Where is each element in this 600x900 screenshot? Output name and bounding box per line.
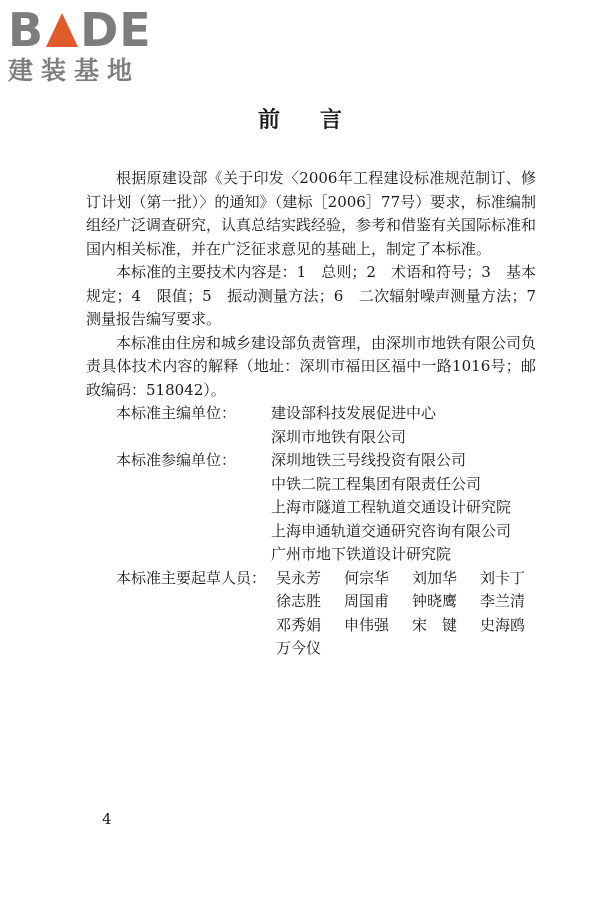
drafters-section — [86, 567, 536, 661]
paragraph-management: 本标准由住房和城乡建设部负责管理，由深圳市地铁有限公司负责具体技术内容的解释（地址：深圳市福田区福中一路1016号；邮政编码：518042）。 — [86, 333, 537, 399]
co-editor-org: 上海市隧道工程轨道交通设计研究院 — [271, 498, 512, 516]
drafter-name: 申伟强 — [344, 615, 390, 634]
drafter-name: 刘加华 — [412, 568, 458, 587]
drafter-name: 史海鸥 — [480, 615, 526, 634]
drafter-name: 周国甫 — [344, 592, 390, 610]
drafter-name: 李兰清 — [480, 592, 526, 610]
paragraph-background: 根据原建设部《关于印发〈2006年工程建设标准规范制订、修订计划（第一批）〉的通知》（建标［2006］77号）要求，标准编制组经广泛调查研究，认真总结实践经验，参考和借鉴有关国际标准和国内相关标准，并在广泛征求意见的基础上，制定了本标准。 — [86, 169, 537, 258]
chief-editor-label: 本标准主编单位： — [116, 404, 237, 422]
bade-logo — [8, 3, 178, 86]
co-editor-org: 上海申通轨道交通研究咨询有限公司 — [271, 521, 512, 540]
drafter-name: 何宗华 — [344, 568, 390, 587]
co-editor-org: 深圳地铁三号线投资有限公司 — [271, 451, 467, 469]
drafter-name: 万今仪 — [276, 639, 322, 657]
co-editor-label: 本标准参编单位： — [116, 451, 237, 469]
drafter-name: 吴永芳 — [276, 568, 322, 587]
drafter-name: 宋 键 — [412, 615, 458, 634]
logo-subtitle: 建装基地 — [8, 56, 141, 85]
chief-editor-units — [86, 402, 536, 449]
co-editor-units — [86, 449, 536, 567]
co-editor-org: 广州市地下铁道设计研究院 — [271, 545, 452, 563]
page-title: 前言 — [257, 108, 382, 133]
drafter-name: 徐志胜 — [276, 592, 322, 610]
logo-a-triangle-icon — [46, 13, 78, 47]
chief-editor-org: 建设部科技发展促进中心 — [271, 404, 437, 422]
drafter-name: 钟晓鹰 — [412, 592, 458, 610]
preface-body — [86, 167, 552, 661]
co-editor-org: 中铁二院工程集团有限责任公司 — [271, 474, 482, 493]
drafter-name: 刘卡丁 — [480, 568, 526, 587]
chief-editor-org: 深圳市地铁有限公司 — [271, 427, 407, 446]
drafters-label: 本标准主要起草人员： — [116, 568, 267, 587]
drafter-name: 邓秀娟 — [276, 615, 322, 634]
logo-mark: B DE — [8, 3, 152, 57]
page-number: 4 — [102, 810, 112, 828]
paragraph-contents: 本标准的主要技术内容是：1 总则；2 术语和符号；3 基本规定；4 限值；5 振动测量方法；6 二次辐射噪声测量方法；7 测量报告编写要求。 — [86, 263, 552, 328]
